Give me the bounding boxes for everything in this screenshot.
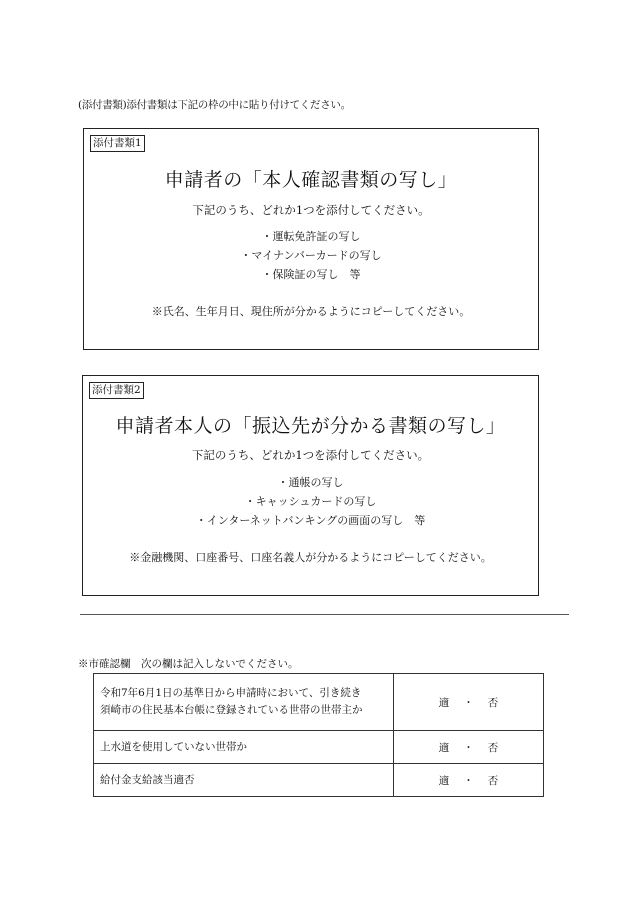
attachment-instructions: (添付書類)添付書類は下記の枠の中に貼り付けてください。 (78, 99, 351, 111)
option-no: 否 (487, 696, 499, 709)
attachment-tag-1: 添付書類1 (90, 135, 145, 152)
attachment-1-heading: 申請者の「本人確認書類の写し」 (164, 169, 458, 191)
confirmation-answer (394, 764, 544, 797)
list-item: ・運転免許証の写し (261, 230, 361, 243)
city-confirmation-table (93, 673, 544, 797)
attachment-2-note: ※金融機関、口座番号、口座名義人が分かるようにコピーしてください。 (129, 551, 492, 564)
attachment-1-note: ※氏名、生年月日、現住所が分かるようにコピーしてください。 (151, 305, 471, 318)
option-yes: 適 (438, 696, 450, 709)
list-item: ・保険証の写し 等 (261, 268, 361, 281)
list-item: ・マイナンバーカードの写し (240, 249, 382, 262)
confirmation-question: 給付金支給該当適否 (94, 764, 394, 797)
table-row (94, 764, 544, 797)
option-no: 否 (487, 741, 499, 754)
confirmation-answer (394, 674, 544, 731)
option-no: 否 (487, 774, 499, 787)
city-confirmation-label: ※市確認欄 次の欄は記入しないでください。 (78, 658, 299, 670)
table-row (94, 674, 544, 731)
confirmation-answer (394, 731, 544, 764)
attachment-1-list (84, 227, 538, 284)
attachment-box-1 (83, 128, 539, 350)
attachment-2-heading: 申請者本人の「振込先が分かる書類の写し」 (115, 415, 506, 437)
option-yes: 適 (438, 774, 450, 787)
section-divider (80, 614, 569, 615)
confirmation-question: 上水道を使用していない世帯か (94, 731, 394, 764)
option-yes: 適 (438, 741, 450, 754)
attachment-tag-2: 添付書類2 (89, 382, 144, 399)
attachment-2-list (83, 473, 538, 530)
list-item: ・インターネットバンキングの画面の写し 等 (195, 514, 426, 527)
list-item: ・通帳の写し (277, 476, 344, 489)
option-separator: ・ (463, 696, 474, 709)
attachment-2-instruction: 下記のうち、どれか1つを添付してください。 (191, 448, 430, 462)
attachment-box-2 (82, 375, 539, 596)
option-separator: ・ (463, 774, 474, 787)
list-item: ・キャッシュカードの写し (244, 495, 377, 508)
confirmation-question: 令和7年6月1日の基準日から申請時において、引き続き 須崎市の住民基本台帳に登録されている世帯の世帯主か (94, 674, 394, 731)
attachment-1-instruction: 下記のうち、どれか1つを添付してください。 (192, 203, 430, 217)
table-row (94, 731, 544, 764)
option-separator: ・ (463, 741, 474, 754)
